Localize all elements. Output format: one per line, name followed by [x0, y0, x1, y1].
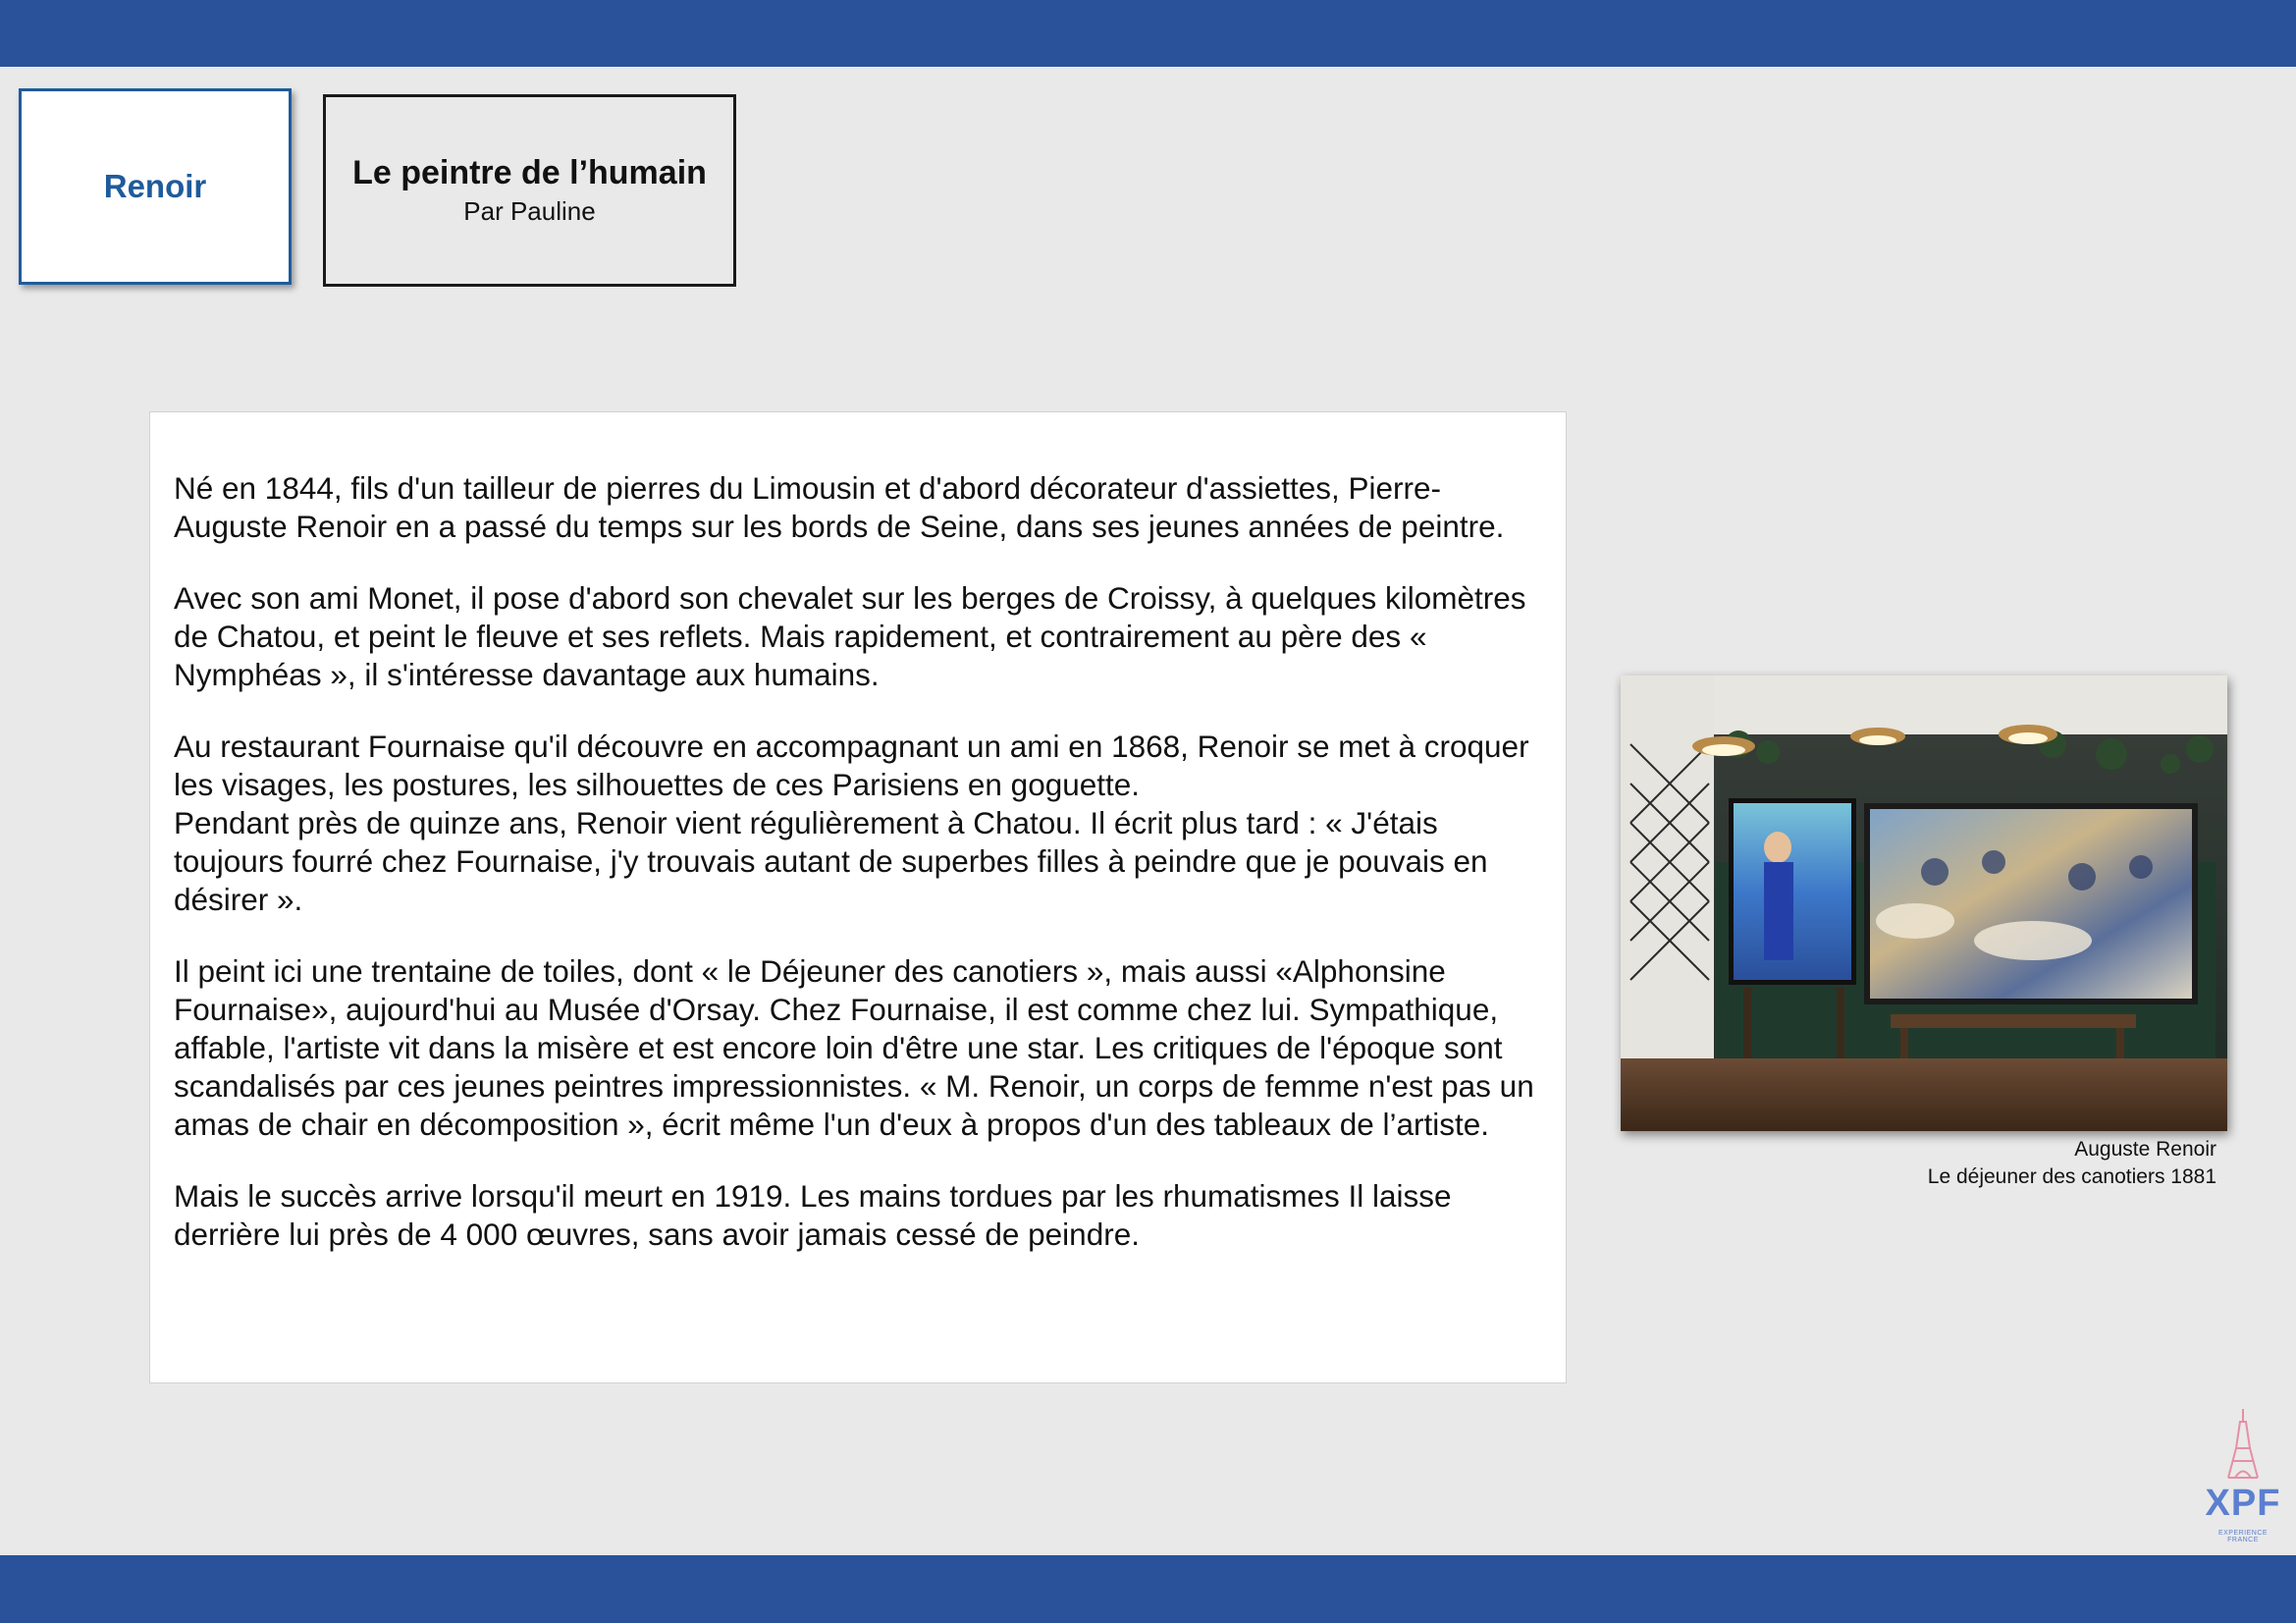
top-banner	[0, 0, 2296, 67]
caption-title: Le déjeuner des canotiers 1881	[1927, 1165, 2216, 1188]
article-title: Le peintre de l’humain	[352, 154, 707, 191]
article-byline: Par Pauline	[463, 196, 596, 226]
title-box	[323, 94, 736, 287]
caption-artist: Auguste Renoir	[2074, 1138, 2216, 1161]
paragraph: Il peint ici une trentaine de toiles, dont « le Déjeuner des canotiers », mais aussi «Alphonsine Fournaise», aujourd'hui au Musée d'Orsay. Chez Fournaise, il est comme chez lui. Sympathique, affable, l'artiste vit dans la misère et est encore loin d'être une star. Les critiques de l'époque sont scandalisés par ces jeunes peintres impressionnistes. « M. Renoir, un corps de femme n'est pas un amas de chair en décomposition », écrit même l'un d'eux à propos d'un des tableaux de l’artiste.	[174, 953, 1534, 1142]
figure-caption	[1620, 1136, 2216, 1191]
paragraph: Mais le succès arrive lorsqu'il meurt en 1919. Les mains tordues par les rhumatismes Il laisse derrière lui près de 4 000 œuvres, sans avoir jamais cessé de peindre.	[174, 1178, 1452, 1252]
paragraph: Pendant près de quinze ans, Renoir vient régulièrement à Chatou. Il écrit plus tard : « J'étais toujours fourré chez Fournaise, j'y trouvais autant de superbes filles à peindre que je pouvais en désirer ».	[174, 805, 1488, 917]
bottom-banner	[0, 1555, 2296, 1623]
paragraph: Avec son ami Monet, il pose d'abord son chevalet sur les berges de Croissy, à quelques kilomètres de Chatou, et peint le fleuve et ses reflets. Mais rapidement, et contrairement au père des « Nymphéas », il s'intéresse davantage aux humains.	[174, 580, 1526, 692]
brand-logo-subtext: EXPERIENCE FRANCE	[2217, 1530, 2269, 1543]
exhibition-photo	[1621, 676, 2227, 1131]
paragraph: Né en 1844, fils d'un tailleur de pierres du Limousin et d'abord décorateur d'assiettes, Pierre-Auguste Renoir en a passé du temps sur les bords de Seine, dans ses jeunes années de peintre.	[174, 470, 1505, 544]
brand-logo: XPF	[2205, 1483, 2281, 1524]
artist-tag-label: Renoir	[103, 168, 207, 204]
article-body	[149, 411, 1567, 1383]
artist-tag	[19, 88, 292, 285]
paragraph: Au restaurant Fournaise qu'il découvre en accompagnant un ami en 1868, Renoir se met à croquer les visages, les postures, les silhouettes de ces Parisiens en goguette.	[174, 729, 1529, 802]
